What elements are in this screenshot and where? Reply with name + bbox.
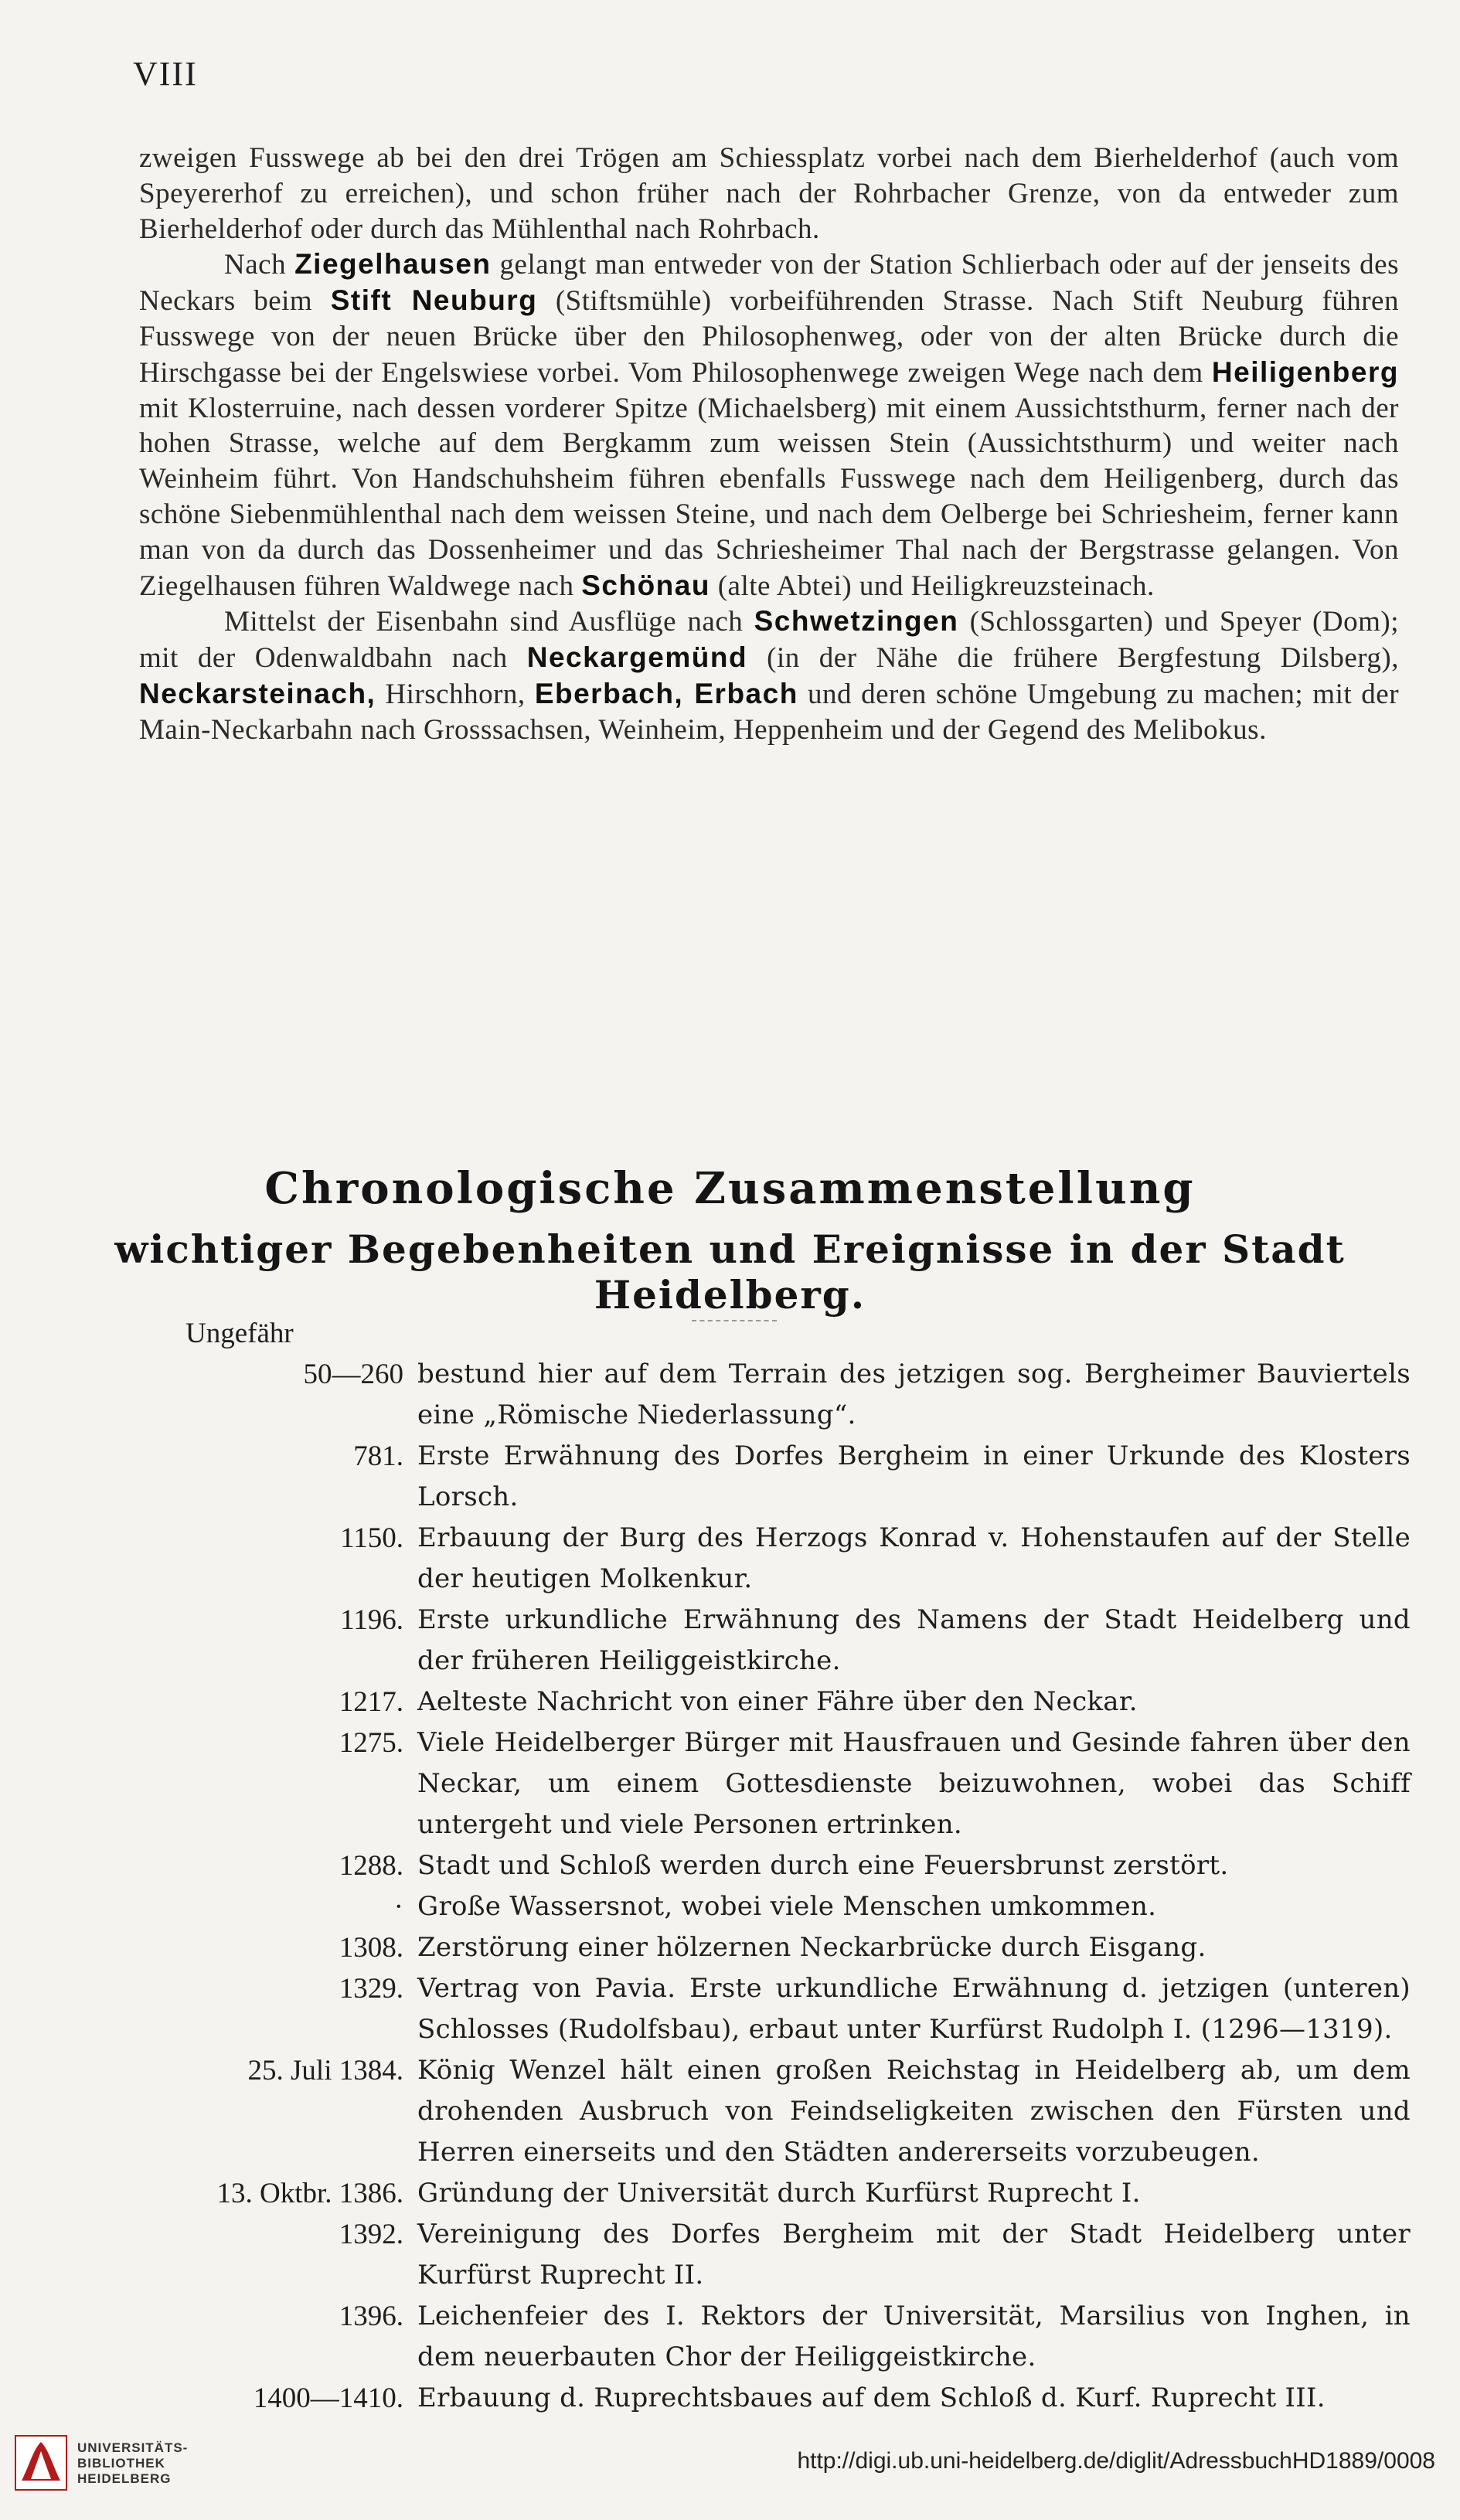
- entry-text: Stadt und Schloß werden durch eine Feuersbrunst zerstört.: [417, 1850, 1229, 1881]
- entry-date: 1396.: [339, 2301, 403, 2332]
- text-run: (Schlossgarten) und Speyer (Dom); mit der Odenwaldbahn nach: [139, 606, 1399, 675]
- text-run: mit Klosterruine, nach dessen vorderer Spitze (Michaelsberg) mit einem Aussichtsthurm, ferner nach der hohen Strasse, welche auf dem Bergkamm zum weissen Stein (Aussichtsthurm) und weiter nach Weinheim führt. Von Handschuhsheim führen ebenfalls Fusswege nach dem Heiligenberg, durch das schöne Siebenmühlenthal nach dem weissen Steine, und nach dem Oelberge bei Schriesheim, ferner kann man von da durch das Dossenheimer und das Schriesheimer Thal nach der Bergstrasse gelangen. Von Ziegelhausen führen Waldwege nach: [139, 392, 1399, 602]
- entry-date: 1150.: [340, 1522, 403, 1554]
- entry-text: bestund hier auf dem Terrain des jetzigen sog. Bergheimer Bauviertels eine „Römische Niederlassung“.: [417, 1359, 1411, 1430]
- page-number: VIII: [133, 55, 198, 93]
- intro-paragraph: [139, 247, 1399, 604]
- place-name: Eberbach, Erbach: [534, 677, 798, 709]
- chronology-entry: [185, 2214, 1411, 2296]
- intro-paragraph: [139, 141, 1399, 247]
- source-url-link[interactable]: http://digi.ub.uni-heidelberg.de/diglit/AdressbuchHD1889/0008: [797, 2448, 1435, 2474]
- entry-text: Viele Heidelberger Bürger mit Hausfrauen und Gesinde fahren über den Neckar, um einem Gottesdienste beizuwohnen, wobei das Schiff untergeht und viele Personen ertrinken.: [417, 1727, 1411, 1840]
- text-run: (alte Abtei) und Heiligkreuzsteinach.: [710, 570, 1155, 602]
- entry-text: Erste urkundliche Erwähnung des Namens der Stadt Heidelberg und der früheren Heiliggeistkirche.: [417, 1604, 1411, 1676]
- chronology-entry: [185, 2296, 1411, 2378]
- entry-date: 1288.: [339, 1850, 403, 1882]
- text-run: Hirschhorn,: [376, 678, 535, 710]
- chronology-entries: [185, 1354, 1411, 2419]
- chronology-entry: [185, 1682, 1411, 1723]
- entry-text: Erste Erwähnung des Dorfes Bergheim in einer Urkunde des Klosters Lorsch.: [417, 1440, 1411, 1512]
- chronology-entry: [185, 1927, 1411, 1968]
- entry-text: Gründung der Universität durch Kurfürst Ruprecht I.: [417, 2178, 1141, 2209]
- library-line: HEIDELBERG: [77, 2471, 172, 2486]
- entry-text: Zerstörung einer hölzernen Neckarbrücke durch Eisgang.: [417, 1932, 1206, 1963]
- entry-text: Erbauung der Burg des Herzogs Konrad v. Hohenstaufen auf der Stelle der heutigen Molkenkur.: [417, 1522, 1411, 1594]
- chronology-list: [185, 1314, 1411, 2419]
- chronology-entry: [185, 2050, 1411, 2173]
- chronology-entry: [185, 1354, 1411, 1436]
- text-run: (Stiftsmühle) vorbeiführenden Strasse. Nach Stift Neuburg führen Fusswege von der neuen Brücke über den Philosophenweg, oder von der alten Brücke durch die Hirschgasse bei der Engelswiese vorbei. Vom Philosophenwege zweigen Wege nach dem: [139, 285, 1399, 389]
- text-run: gelangt man entweder von der Station Schlierbach oder auf der jenseits des Neckars beim: [139, 249, 1399, 318]
- chronology-entry: [185, 1436, 1411, 1518]
- library-name: [77, 2440, 188, 2487]
- entry-text: Leichenfeier des I. Rektors der Universität, Marsilius von Inghen, in dem neuerbauten Chor der Heiliggeistkirche.: [417, 2301, 1411, 2372]
- approx-label: Ungefähr: [185, 1318, 294, 1349]
- university-library-logo-icon: [14, 2434, 68, 2491]
- chronology-title: Chronologische Zusammenstellung: [264, 1163, 1196, 1214]
- entry-date: 1392.: [339, 2219, 403, 2250]
- entry-date: 781.: [353, 1440, 403, 1472]
- place-name: Heiligenberg: [1211, 355, 1399, 388]
- footer: [0, 2426, 1460, 2520]
- text-run: Nach: [224, 249, 295, 281]
- place-name: Neckarsteinach,: [139, 677, 376, 709]
- text-run: Mittelst der Eisenbahn sind Ausflüge nach: [224, 606, 754, 638]
- entry-text: Erbauung d. Ruprechtsbaues auf dem Schloß d. Kurf. Ruprecht III.: [417, 2382, 1326, 2413]
- chronology-subtitle: wichtiger Begebenheiten und Ereignisse in der Stadt Heidelberg.: [114, 1226, 1346, 1318]
- chronology-entry: [185, 1600, 1411, 1682]
- entry-date: 25. Juli 1384.: [247, 2055, 403, 2086]
- chronology-entry: [185, 1723, 1411, 1845]
- entry-date: 1196.: [340, 1604, 403, 1636]
- intro-text: [139, 141, 1399, 748]
- text-run: (in der Nähe die frühere Bergfestung Dilsberg),: [747, 642, 1400, 675]
- entry-date: ·: [393, 1891, 403, 1923]
- entry-text: Große Wassersnot, wobei viele Menschen umkommen.: [417, 1891, 1157, 1922]
- place-name: Schwetzingen: [754, 605, 959, 638]
- chronology-entry: [185, 1886, 1411, 1927]
- place-name: Stift Neuburg: [330, 284, 538, 317]
- library-line: UNIVERSITÄTS-: [77, 2440, 189, 2455]
- place-name: Schönau: [581, 569, 710, 601]
- text-run: zweigen Fusswege ab bei den drei Trögen am Schiessplatz vorbei nach dem Bierhelderhof (auch vom Speyererhof zu erreichen), und schon früher nach der Rohrbacher Grenze, von da entweder zum Bierhelderhof oder durch das Mühlenthal nach Rohrbach.: [139, 142, 1399, 245]
- entry-text: Aelteste Nachricht von einer Fähre über den Neckar.: [417, 1686, 1138, 1717]
- entry-date: 1217.: [339, 1686, 403, 1718]
- entry-text: König Wenzel hält einen großen Reichstag in Heidelberg ab, um dem drohenden Ausbruch von Feindseligkeiten zwischen den Fürsten und Herren einerseits und den Städten andererseits vorzubeugen.: [417, 2055, 1411, 2168]
- entry-date: 13. Oktbr. 1386.: [216, 2178, 403, 2209]
- entry-date: 1275.: [339, 1727, 403, 1759]
- entry-date: 50—260: [303, 1359, 403, 1390]
- place-name: Neckargemünd: [526, 641, 748, 674]
- text-run: und deren schöne Umgebung zu machen; mit der Main-Neckarbahn nach Grosssachsen, Weinheim, Heppenheim und der Gegend des Melibokus.: [139, 678, 1400, 746]
- entry-date: 1329.: [339, 1973, 403, 2005]
- chronology-entry: [185, 1968, 1411, 2050]
- entry-date: 1400—1410.: [253, 2382, 403, 2414]
- chronology-entry: [185, 2173, 1411, 2214]
- place-name: Ziegelhausen: [294, 248, 492, 281]
- intro-paragraph: [139, 604, 1399, 747]
- library-line: BIBLIOTHEK: [77, 2456, 165, 2471]
- chronology-entry: [185, 1518, 1411, 1600]
- chronology-entry: [185, 1845, 1411, 1886]
- entry-text: Vertrag von Pavia. Erste urkundliche Erwähnung d. jetzigen (unteren) Schlosses (Rudolfsbau), erbaut unter Kurfürst Rudolph I. (1296—1319).: [417, 1973, 1411, 2045]
- chronology-entry: [185, 2378, 1411, 2419]
- entry-text: Vereinigung des Dorfes Bergheim mit der Stadt Heidelberg unter Kurfürst Ruprecht II.: [417, 2219, 1411, 2290]
- entry-date: 1308.: [339, 1932, 403, 1964]
